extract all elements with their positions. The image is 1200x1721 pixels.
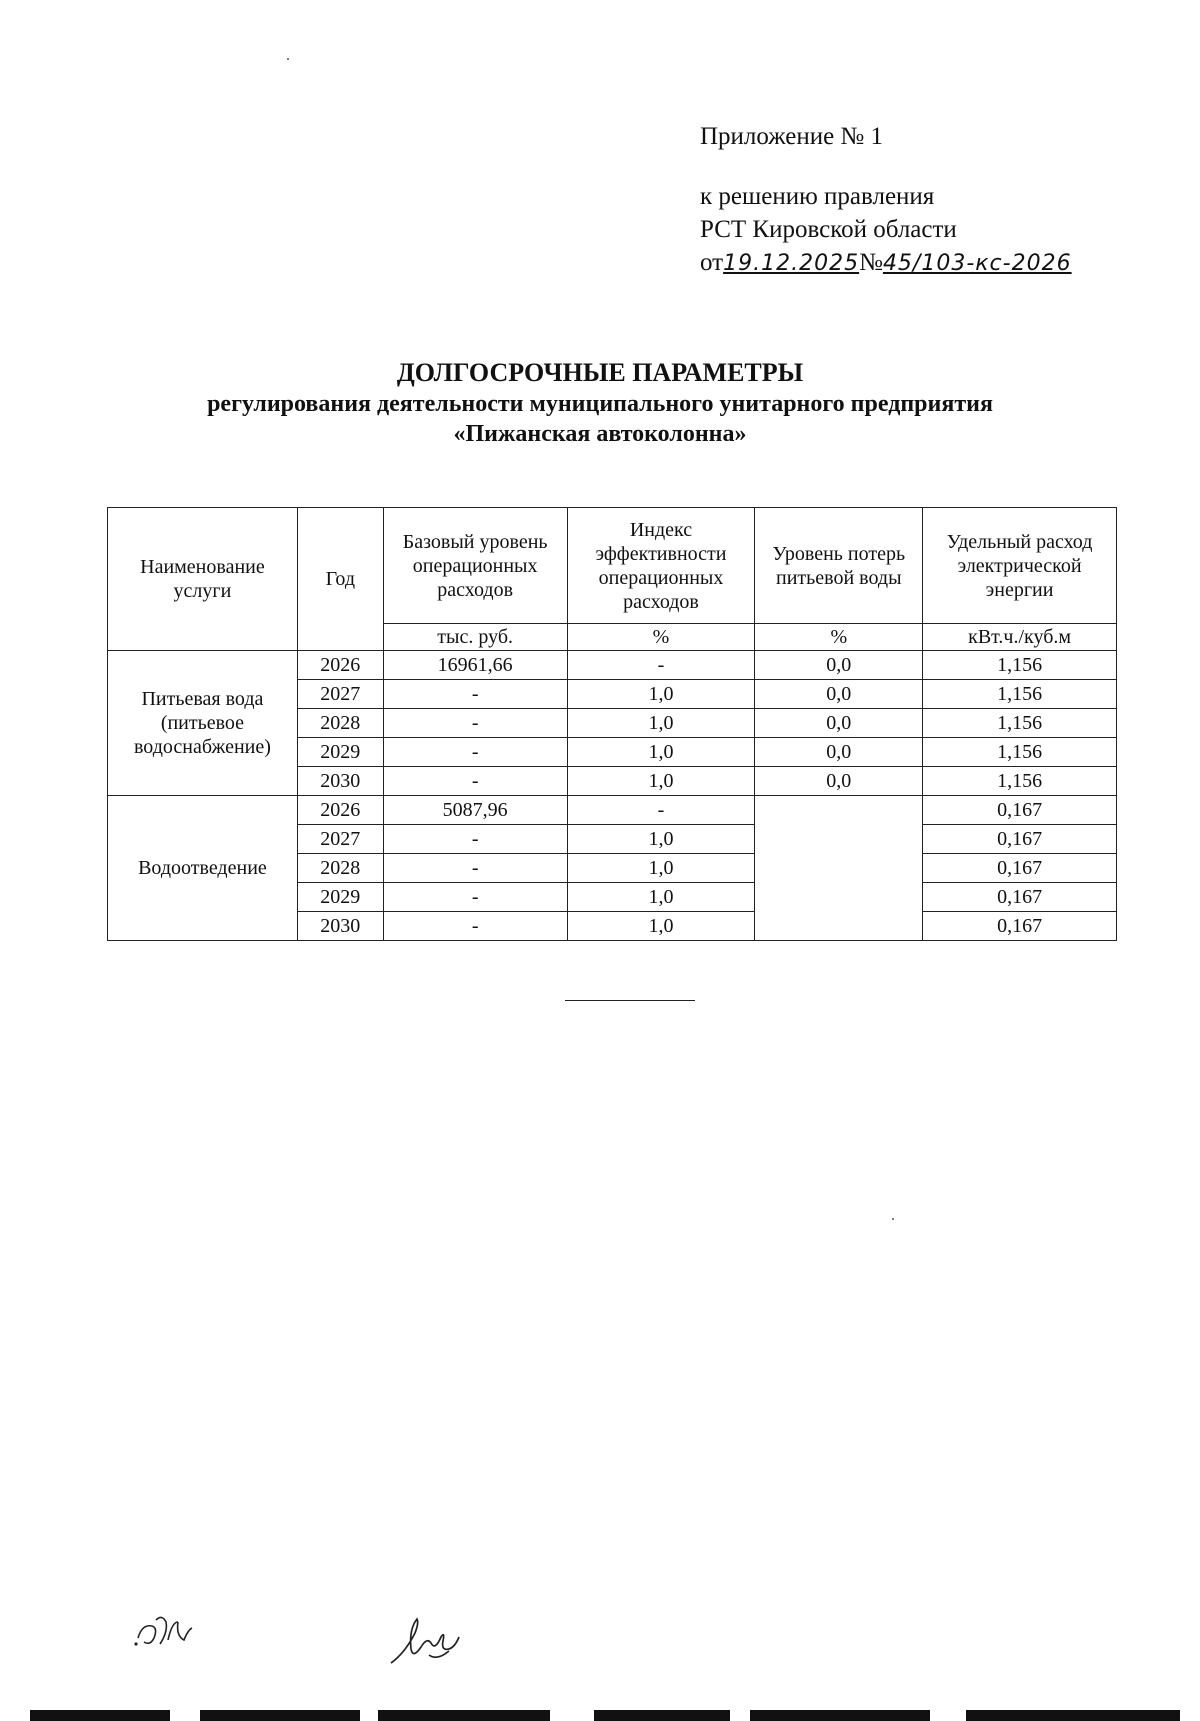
energy-cell: 1,156 [923, 680, 1117, 709]
base-level-cell: - [383, 680, 567, 709]
base-level-cell: 16961,66 [383, 651, 567, 680]
base-level-cell: - [383, 912, 567, 941]
energy-cell: 1,156 [923, 709, 1117, 738]
unit-loss-level: % [755, 624, 923, 651]
header-efficiency-index: Индекс эффективности операционных расходов [567, 508, 755, 624]
loss-level-cell: 0,0 [755, 709, 923, 738]
year-cell: 2028 [297, 854, 383, 883]
base-level-cell: - [383, 767, 567, 796]
energy-cell: 0,167 [923, 912, 1117, 941]
header-loss-level: Уровень потерь питьевой воды [755, 508, 923, 624]
table-row [108, 796, 1117, 825]
title-subtitle-line1: регулирования деятельности муниципального унитарного предприятия [207, 391, 993, 417]
year-cell: 2030 [297, 767, 383, 796]
table-row [108, 651, 1117, 680]
efficiency-index-cell: 1,0 [567, 709, 755, 738]
authority-name: РСТ Кировской области [700, 216, 957, 243]
loss-level-cell: 0,0 [755, 651, 923, 680]
base-level-cell: 5087,96 [383, 796, 567, 825]
energy-cell: 1,156 [923, 738, 1117, 767]
year-cell: 2030 [297, 912, 383, 941]
efficiency-index-cell: - [567, 796, 755, 825]
energy-cell: 1,156 [923, 651, 1117, 680]
end-rule [565, 1000, 695, 1001]
year-cell: 2027 [297, 680, 383, 709]
title-subtitle-line2: «Пижанская автоколонна» [453, 421, 747, 447]
year-cell: 2026 [297, 651, 383, 680]
efficiency-index-cell: 1,0 [567, 825, 755, 854]
efficiency-index-cell: 1,0 [567, 883, 755, 912]
appendix-title: Приложение № 1 [700, 123, 884, 150]
year-cell: 2029 [297, 883, 383, 912]
loss-level-cell: 0,0 [755, 767, 923, 796]
from-label: от [700, 249, 724, 276]
header-energy: Удельный расход электрической энергии [923, 508, 1117, 624]
number-label: № [859, 249, 883, 276]
energy-cell: 1,156 [923, 767, 1117, 796]
year-cell: 2029 [297, 738, 383, 767]
signature [385, 1615, 465, 1671]
appendix-block [700, 120, 1072, 280]
efficiency-index-cell: 1,0 [567, 854, 755, 883]
handwritten-date: 19.12.2025 [723, 251, 860, 276]
loss-level-cell: 0,0 [755, 680, 923, 709]
year-cell: 2027 [297, 825, 383, 854]
unit-efficiency-index: % [567, 624, 755, 651]
efficiency-index-cell: 1,0 [567, 680, 755, 709]
efficiency-index-cell: 1,0 [567, 738, 755, 767]
initials-mark [130, 1610, 200, 1658]
efficiency-index-cell: - [567, 651, 755, 680]
header-service: Наименование услуги [108, 508, 298, 651]
scan-edge [30, 1710, 1180, 1721]
efficiency-index-cell: 1,0 [567, 912, 755, 941]
base-level-cell: - [383, 883, 567, 912]
decision-date-number [700, 246, 1072, 280]
base-level-cell: - [383, 825, 567, 854]
title-main: ДОЛГОСРОЧНЫЕ ПАРАМЕТРЫ [396, 358, 804, 387]
unit-base-level: тыс. руб. [383, 624, 567, 651]
loss-level-cell: 0,0 [755, 738, 923, 767]
year-cell: 2028 [297, 709, 383, 738]
energy-cell: 0,167 [923, 883, 1117, 912]
service-name-cell: Питьевая вода (питьевое водоснабжение) [108, 651, 298, 796]
document-title [0, 357, 1200, 449]
handwritten-number: 45/103-кс-2026 [882, 251, 1072, 276]
header-year: Год [297, 508, 383, 651]
year-cell: 2026 [297, 796, 383, 825]
base-level-cell: - [383, 738, 567, 767]
scan-speck [287, 58, 289, 60]
parameters-table [107, 507, 1117, 941]
energy-cell: 0,167 [923, 796, 1117, 825]
loss-level-empty-cell [755, 796, 923, 941]
base-level-cell: - [383, 709, 567, 738]
decision-reference: к решению правления [700, 183, 935, 210]
efficiency-index-cell: 1,0 [567, 767, 755, 796]
energy-cell: 0,167 [923, 825, 1117, 854]
header-base-level: Базовый уровень операционных расходов [383, 508, 567, 624]
unit-energy: кВт.ч./куб.м [923, 624, 1117, 651]
scan-speck [892, 1218, 894, 1220]
base-level-cell: - [383, 854, 567, 883]
energy-cell: 0,167 [923, 854, 1117, 883]
service-name-cell: Водоотведение [108, 796, 298, 941]
table-header-row [108, 508, 1117, 624]
